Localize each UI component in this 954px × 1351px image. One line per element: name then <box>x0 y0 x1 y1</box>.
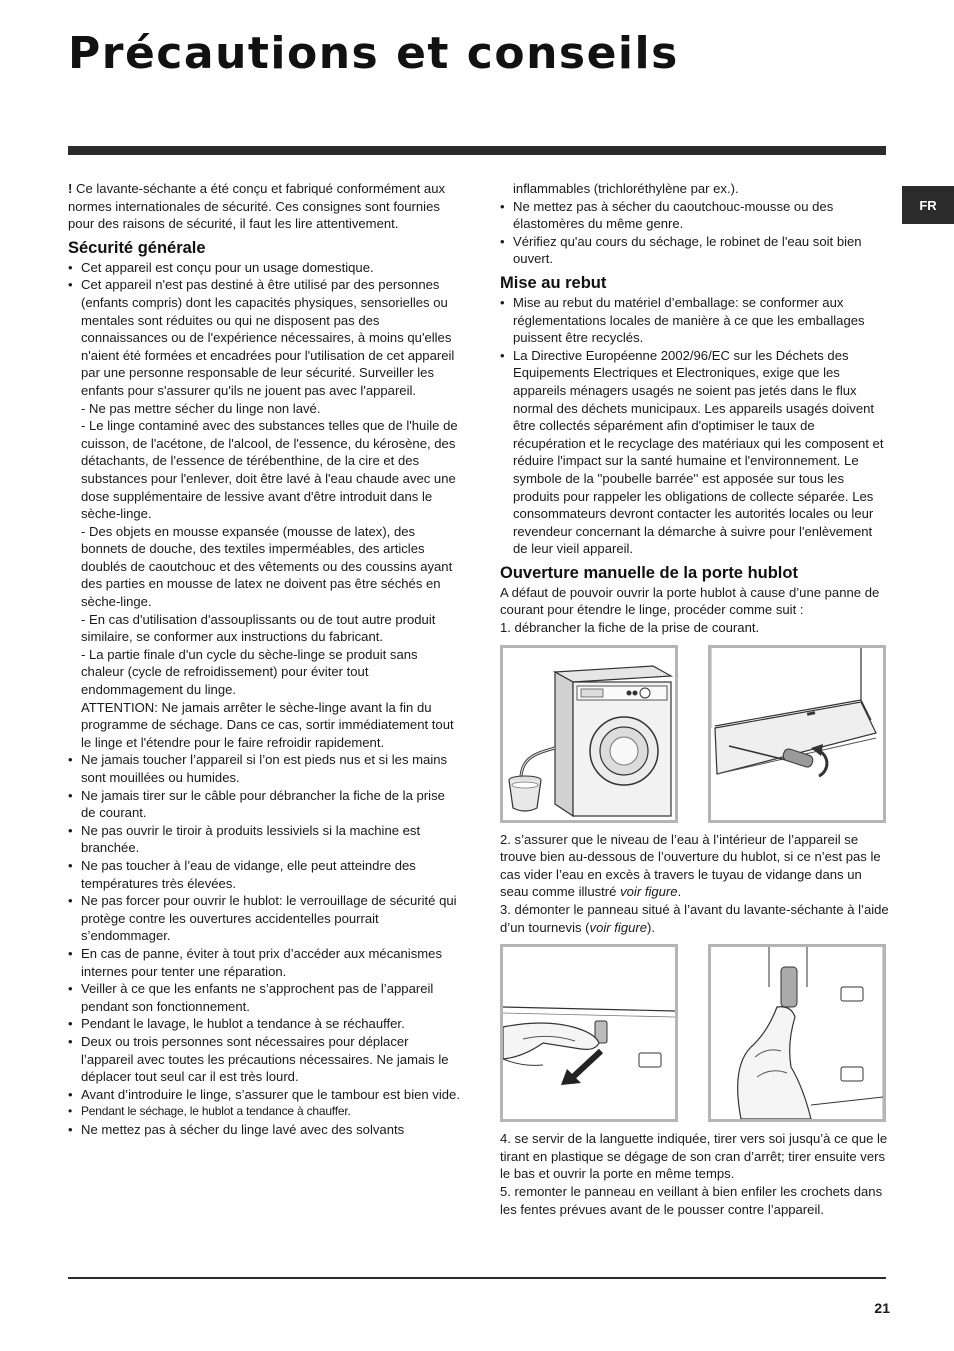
hand-pull-tab-illustration <box>503 947 675 1119</box>
securite-heading: Sécurité générale <box>68 238 206 257</box>
list-item: • Ne mettez pas à sécher du caoutchouc-mousse ou des élastomères du même genre. <box>500 198 890 233</box>
list-item: • Ne jamais tirer sur le câble pour débrancher la fiche de la prise de courant. <box>68 787 460 822</box>
rebut-list <box>500 294 890 558</box>
list-item: • Ne mettez pas à sécher du linge lavé avec des solvants <box>68 1121 460 1139</box>
list-item: • Cet appareil n'est pas destiné à être utilisé par des personnes (enfants compris) dont les capacités physiques, sensorielles ou mentales sont réduites ou qui ne disposent pas des connaissances ou de l'expérience nécessaires, à moins qu'elles n'aient été formées et encadrées pour l'utilisation de cet appareil par une personne responsable de leur sécurité. Surveiller les enfants pour s'assurer qu'ils ne jouent pas avec l'appareil. <box>68 276 460 399</box>
list-item: • Mise au rebut du matériel d’emballage: se conformer aux réglementations locales de manière à ce que les emballages puissent être recyclés. <box>500 294 890 347</box>
list-item: • Veiller à ce que les enfants ne s’approchent pas de l’appareil pendant son fonctionnement. <box>68 980 460 1015</box>
warning-mark: ! <box>68 181 73 196</box>
precautions-continued-list <box>500 180 890 268</box>
list-item: - Le linge contaminé avec des substances telles que de l'huile de cuisson, de l'acétone, de l'alcool, de l'essence, du kérosène, des détachants, de l'essence de térébenthine, de la cire et des substances pour l'enlever, doit être lavé à l'eau chaude avec une dose supplémentaire de lessive avant d'être introduit dans le sèche-linge. <box>81 418 458 522</box>
porte-intro: A défaut de pouvoir ouvrir la porte hublot à cause d’une panne de courant pour étendre le linge, procéder comme suit : <box>500 584 880 618</box>
list-item: - Des objets en mousse expansée (mousse de latex), des bonnets de douche, des textiles imperméables, des articles doublés de caoutchouc et des vêtements ou des coussins ayant des parties en mousse de latex ne doivent pas être séchés en sèche-linge. <box>81 523 453 610</box>
list-item: - En cas d'utilisation d'assouplissants ou de tout autre produit similaire, se conformer aux instructions du fabricant. <box>81 611 436 645</box>
screwdriver-panel-illustration <box>711 648 883 820</box>
figure-tab-detail <box>708 944 886 1122</box>
rebut-heading: Mise au rebut <box>500 273 607 292</box>
list-item: • Deux ou trois personnes sont nécessaires pour déplacer l’appareil avec toutes les précautions nécessaires. Ne jamais le déplacer tout seul car il est très lourd. <box>68 1033 460 1086</box>
language-tab: FR <box>902 186 954 224</box>
figure-tab-pull <box>500 944 678 1122</box>
list-item: • Ne pas ouvrir le tiroir à produits lessiviels si la machine est branchée. <box>68 822 460 857</box>
figure-drain-bucket <box>500 645 678 823</box>
right-column <box>500 180 890 1218</box>
list-item: • Cet appareil est conçu pour un usage domestique. <box>68 259 460 277</box>
list-item: • En cas de panne, éviter à tout prix d’accéder aux mécanismes internes pour tenter une réparation. <box>68 945 460 980</box>
list-item: • Ne pas toucher à l’eau de vidange, elle peut atteindre des températures très élevées. <box>68 857 460 892</box>
list-item: inflammables (trichloréthylène par ex.). <box>513 181 739 196</box>
step-2: 2. s’assurer que le niveau de l’eau à l’intérieur de l’appareil se trouve bien au-dessous de l’ouverture du hublot, si ce n’est pas le cas vider l’eau en excès à travers le tuyau de vidange dans un seau comme illustré voir figure. <box>500 831 881 900</box>
list-item: • Ne jamais toucher l’appareil si l’on est pieds nus et si les mains sont mouillées ou humides. <box>68 751 460 786</box>
step-1: 1. débrancher la fiche de la prise de courant. <box>500 620 760 636</box>
list-item: - La partie finale d'un cycle du sèche-linge se produit sans chaleur (cycle de refroidissement) pour éviter tout endommagement du linge. <box>81 646 418 698</box>
porte-heading: Ouverture manuelle de la porte hublot <box>500 563 798 582</box>
left-column <box>68 180 460 1138</box>
hand-tab-detail-illustration <box>711 947 883 1119</box>
securite-list <box>68 259 460 1139</box>
footer-rule <box>68 1277 886 1279</box>
figure-row-2 <box>500 944 886 1122</box>
list-item: • Avant d’introduire le linge, s’assurer que le tambour est bien vide. <box>68 1086 460 1104</box>
step-5: 5. remonter le panneau en veillant à bien enfiler les crochets dans les fentes prévues avant de le pousser contre l’appareil. <box>500 1184 883 1217</box>
list-item: • Pendant le lavage, le hublot a tendance à se réchauffer. <box>68 1015 460 1033</box>
list-item: • Vérifiez qu'au cours du séchage, le robinet de l'eau soit bien ouvert. <box>500 233 890 268</box>
list-item: • La Directive Européenne 2002/96/EC sur les Déchets des Equipements Electriques et Electroniques, exige que les appareils ménagers usagés ne soient pas jetés dans le flux normal des déchets municipaux. Les appareils usagés doivent être collectés séparément afin d'optimiser le taux de récupération et le recyclage des matériaux qui les composent et réduire l'impact sur la santé humaine et l'environnement. Le symbole de la ''poubelle barrée'' est apposée sur tous les produits pour rappeler les obligations de collecte séparée. Les consommateurs devront contacter les autorités locales ou leur revendeur concernant la démarche à suivre pour l'enlèvement de leur vieil appareil. <box>500 347 890 558</box>
page-number: 21 <box>874 1300 890 1316</box>
list-item: • Pendant le séchage, le hublot a tendance à chauffer. <box>68 1103 460 1121</box>
washer-drain-illustration <box>503 648 675 820</box>
intro-paragraph: ! Ce lavante-séchante a été conçu et fabriqué conformément aux normes internationales de sécurité. Ces consignes sont fournies pour des raisons de sécurité, il faut les lire attentivement. <box>68 181 446 232</box>
header-rule <box>68 146 886 155</box>
figure-row-1 <box>500 645 886 823</box>
page-title: Précautions et conseils <box>68 28 679 79</box>
list-item: - Ne pas mettre sécher du linge non lavé. <box>81 400 321 416</box>
list-item: • Ne pas forcer pour ouvrir le hublot: le verrouillage de sécurité qui protège contre les ouvertures accidentelles pourrait s’endommager. <box>68 892 460 945</box>
step-3: 3. démonter le panneau situé à l’avant du lavante-séchante à l’aide d’un tournevis (voir figure). <box>500 902 889 935</box>
list-item: ATTENTION: Ne jamais arrêter le sèche-linge avant la fin du programme de séchage. Dans ce cas, sortir immédiatement tout le linge et l'étendre pour le faire refroidir rapidement. <box>81 699 454 750</box>
step-4: 4. se servir de la languette indiquée, tirer vers soi jusqu’à ce que le tirant en plastique se dégage de son cran d’arrêt; tirer ensuite vers le bas et ouvrir la porte en même temps. <box>500 1131 888 1182</box>
figure-screwdriver-panel <box>708 645 886 823</box>
